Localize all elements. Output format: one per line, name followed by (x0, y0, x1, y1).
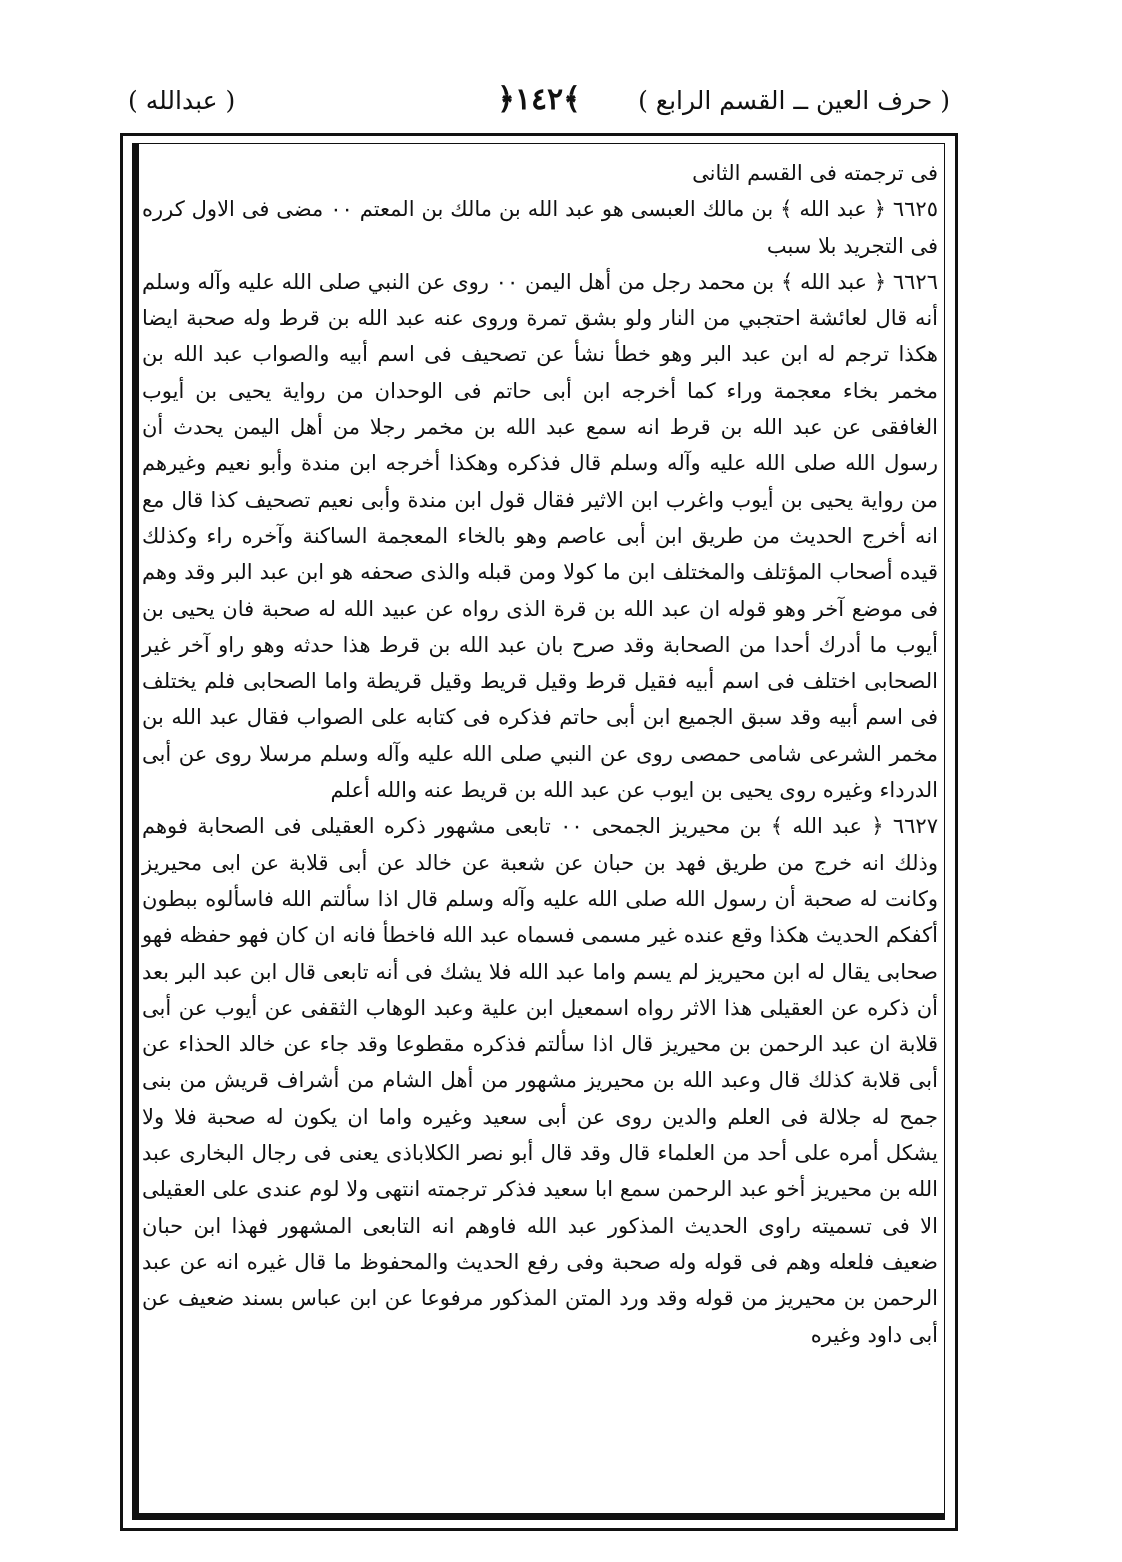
entry-6627: ٦٦٢٧ ﴿ عبد الله ﴾ بن محيريز الجمحى ٠٠ تابعى مشهور ذكره العقيلى فى الصحابة فوهم وذلك انه خرج من طريق فهد بن حبان عن شعبة عن خالد عن أبى قلابة عن ابى محيريز وكانت له صحبة أن رسول الله صلى الله عليه وآله وسلم قال اذا سألتم الله فاسألوه ببطون أكفكم الحديث هكذا وقع عنده غير مسمى فسماه عبد الله فاخطأ فانه ان كان فهو حفظه فهو صحابى يقال له ابن محيريز لم يسم واما عبد الله فلا يشك فى أنه تابعى قال ابن عبد البر بعد أن ذكره عن العقيلى هذا الاثر رواه اسمعيل ابن علية وعبد الوهاب الثقفى عن أيوب عن أبى قلابة ان عبد الرحمن بن محيريز قال اذا سألتم فذكره مقطوعا وقد جاء عن خالد الحذاء عن أبى قلابة كذلك قال وعبد الله بن محيريز مشهور من أهل الشام من أشراف قريش من بنى جمح له جلالة فى العلم والدين روى عن أبى سعيد وغيره واما ان يكون له صحبة فلا ولا يشكل أمره على أحد من العلماء قال وقد قال أبو نصر الكلاباذى يعنى فى رجال البخارى عبد الله بن محيريز أخو عبد الرحمن سمع ابا سعيد فذكر ترجمته انتهى ولا لوم عندى على العقيلى الا فى تسميته راوى الحديث المذكور عبد الله فاوهم انه التابعى المشهور فهذا ابن حبان ضعيف فلعله وهم فى قوله وله صحبة وفى رفع الحديث والمحفوظ ما قال غيره انه عن عبد الرحمن بن محيريز من قوله وقد ورد المتن المذكور مرفوعا عن ابن عباس بسند ضعيف عن أبى داود وغيره (142, 814, 938, 1347)
section-title: ( حرف العين ــ القسم الرابع ) (638, 86, 950, 115)
entry-6626: ٦٦٢٦ ﴿ عبد الله ﴾ بن محمد رجل من أهل اليمن ٠٠ روى عن النبي صلى الله عليه وآله وسلم أنه قال لعائشة احتجبي من النار ولو بشق تمرة وروى عنه عبد الله بن قرط وله صحبة ايضا هكذا ترجم له ابن عبد البر وهو خطأ نشأ عن تصحيف فى اسم أبيه والصواب عبد الله بن مخمر بخاء معجمة وراء كما أخرجه ابن أبى حاتم فى الوحدان من رواية يحيى بن أيوب الغافقى عن عبد الله بن قرط انه سمع عبد الله بن مخمر رجلا من أهل اليمن يحدث أن رسول الله صلى الله عليه وآله وسلم قال فذكره وهكذا أخرجه ابن مندة وأبو نعيم وغيرهم من رواية يحيى بن أيوب واغرب ابن الاثير فقال قول ابن مندة وأبى نعيم تصحيف كذا قال مع انه أخرج الحديث من طريق ابن أبى عاصم وهو بالخاء المعجمة الساكنة وآخره راء وكذلك قيده أصحاب المؤتلف والمختلف ابن ما كولا ومن قبله والذى صحفه هو ابن عبد البر وقد وهم فى موضع آخر وهو قوله ان عبد الله بن قرة الذى رواه عن عبيد الله له صحبة فان يحيى بن أيوب ما أدرك أحدا من الصحابة وقد صرح بان عبد الله بن قرط هذا حدثه وهو راو آخر غير الصحابى اختلف فى اسم أبيه فقيل قرط وقيل قريط وقيل قريطة واما الصحابى فلم يختلف فى اسم أبيه وقد سبق الجميع ابن أبى حاتم فذكره فى كتابه على الصواب فقال عبد الله بن مخمر الشرعى شامى حمصى روى عن النبي صلى الله عليه وآله وسلم مرسلا روى عن أبى الدرداء وغيره روى يحيى بن ايوب عن عبد الله بن قريط عنه والله أعلم (142, 269, 938, 803)
continuation-paragraph: فى ترجمته فى القسم الثانى (692, 161, 938, 185)
main-text (142, 155, 938, 1353)
entry-6625: ٦٦٢٥ ﴿ عبد الله ﴾ بن مالك العبسى هو عبد الله بن مالك بن المعتم ٠٠ مضى فى الاول كرره فى التجريد بلا سبب (142, 197, 938, 258)
page-number: ﴿١٤٢﴾ (497, 82, 581, 117)
page-header (128, 82, 950, 128)
entry-name-heading: ( عبدالله ) (128, 86, 236, 115)
